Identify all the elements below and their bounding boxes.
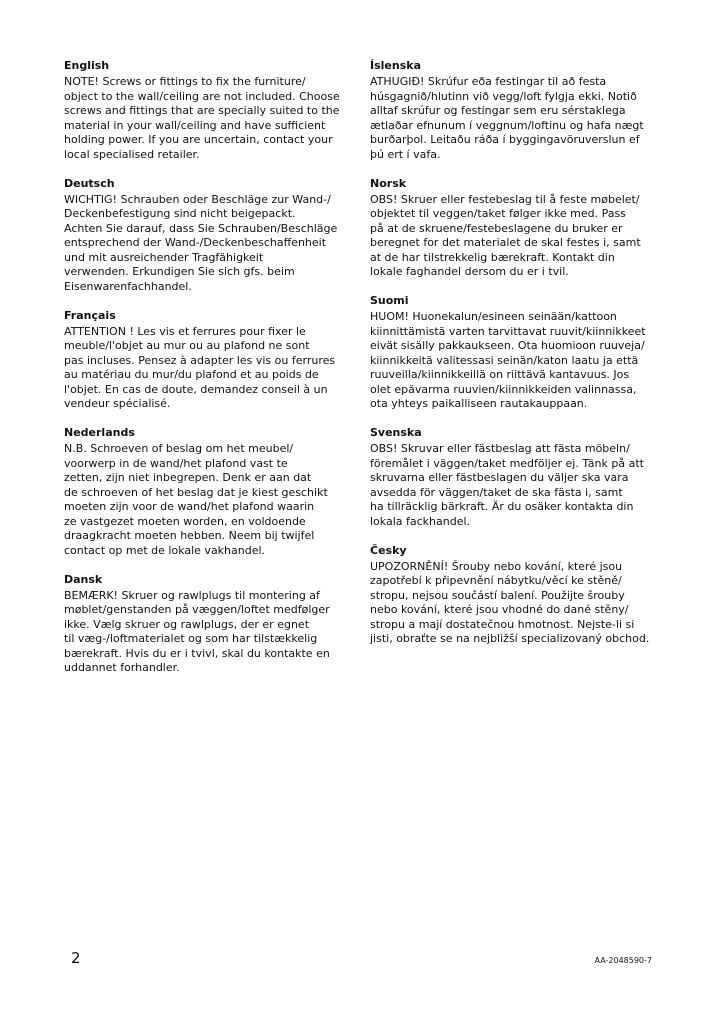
section-nederlands	[64, 426, 354, 558]
section-heading: Deutsch	[64, 176, 115, 190]
section-english	[64, 59, 354, 162]
section-francais	[64, 309, 354, 412]
section-text: OBS! Skruvar eller fästbeslag att fästa möbeln/ föremålet i väggen/taket medföljer ej. Tänk på att skruvarna eller fästbeslagen du väljer ska vara avsedda för väggen/taket de ska fästa i, samt ha tillräcklig bärkraft. Är du osäker kontakta din lokala fackhandel.	[370, 442, 644, 528]
document-code: AA-2048590-7	[594, 956, 652, 965]
section-heading: Suomi	[370, 294, 409, 307]
section-heading: Svenska	[370, 426, 422, 439]
section-text: OBS! Skruer eller festebeslag til å feste møbelet/ objektet til veggen/taket følger ikke med. Pass på at de skruene/festebeslagene du bruker er beregnet for det materialet de skal festes i, samt at de har tilstrekkelig bærekraft. Kontakt din lokale faghandel dersom du er i tvil.	[370, 192, 641, 278]
section-islenska	[370, 59, 660, 162]
right-column	[370, 59, 660, 661]
section-text: NOTE! Screws or fittings to fix the furniture/ object to the wall/ceiling are not included. Choose screws and fittings that are specially suited to the material in your wall/ceiling and have sufficient holding power. If you are uncertain, contact your local specialised retailer.	[64, 75, 340, 161]
section-cesky	[370, 544, 660, 647]
section-deutsch	[64, 177, 354, 295]
section-text: ATHUGIÐ! Skrúfur eða festingar til að festa húsgagnið/hlutinn við vegg/loft fylgja ekki. Notið alltaf skrúfur og festingar sem eru sérstaklega ætlaðar efnunum í veggnum/loftinu og hafa nægt burðarþol. Leitaðu ráða í byggingavöruverslun ef þú ert í vafa.	[370, 75, 644, 161]
section-heading: Nederlands	[64, 426, 135, 439]
section-text: ATTENTION ! Les vis et ferrures pour fixer le meuble/l'objet au mur ou au plafond ne sont pas incluses. Pensez à adapter les vis ou ferrures au matériau du mur/du plafond et au poids de l'objet. En cas de doute, demandez conseil à un vendeur spécialisé.	[64, 324, 336, 410]
section-dansk	[64, 573, 354, 676]
section-heading: Česky	[370, 543, 407, 557]
section-svenska	[370, 426, 660, 529]
section-heading: Íslenska	[370, 59, 421, 72]
section-text: WICHTIG! Schrauben oder Beschläge zur Wand-/ Deckenbefestigung sind nicht beigepackt. Achten Sie darauf, dass Sie Schrauben/Beschläge entsprechend der Wand-/Deckenbeschaffenheit und mit ausreichender Tragfähigkeit verwenden. Erkundigen Sie sich gfs. beim Eisenwarenfachhandel.	[64, 192, 338, 293]
section-heading: English	[64, 59, 110, 72]
section-heading: Dansk	[64, 572, 103, 586]
page-number: 2	[71, 949, 81, 967]
section-suomi	[370, 294, 660, 412]
section-norsk	[370, 177, 660, 280]
section-text: N.B. Schroeven of beslag om het meubel/ voorwerp in de wand/het plafond vast te zetten, zijn niet inbegrepen. Denk er aan dat de schroeven of het beslag dat je kiest geschikt moeten zijn voor de wand/het plafond waarin ze vastgezet moeten worden, en voldoende draagkracht moeten hebben. Neem bij twijfel contact op met de lokale vakhandel.	[64, 442, 328, 557]
section-heading: Norsk	[370, 176, 407, 190]
section-text: HUOM! Huonekalun/esineen seinään/kattoon kiinnittämistä varten tarvittavat ruuvit/kiinnikkeet eivät sisälly pakkaukseen. Ota huomioon ruuveja/ kiinnikkeitä valitessasi seinän/katon laatu ja että ruuveilla/kiinnikkeillä on riittävä kantavuus. Jos olet epävarma ruuvien/kiinnikkeiden valinnassa, ota yhteys paikalliseen rautakauppaan.	[370, 310, 646, 410]
left-column	[64, 59, 354, 690]
section-text: BEMÆRK! Skruer og rawlplugs til montering af møblet/genstanden på væggen/loftet medfølger ikke. Vælg skruer og rawlplugs, der er egnet til væg-/loftmaterialet og som har tilstækkelig bærekraft. Hvis du er i tvivl, skal du kontakte en uddannet forhandler.	[64, 588, 330, 674]
section-text: UPOZORNĚNÍ! Šrouby nebo kování, které jsou zapotřebí k připevnění nábytku/věcí ke stěně/ stropu, nejsou součástí balení. Použijte šrouby nebo kování, které jsou vhodné do dané stěny/ stropu a mají dostatečnou hmotnost. Nejste-li si jisti, obraťte se na nejbližší specializovaný obchod.	[370, 559, 650, 645]
section-heading: Français	[64, 308, 116, 322]
